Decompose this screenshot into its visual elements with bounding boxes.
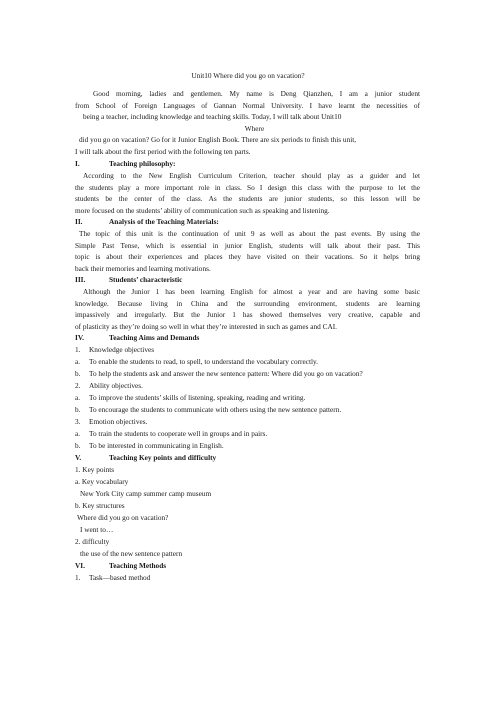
section-heading <box>75 560 420 572</box>
intro-line: Where <box>244 123 265 133</box>
intro-line: being a teacher, including knowledge and teaching skills. Today, I will talk about Unit10 <box>83 112 342 122</box>
intro-line: did you go on vacation? Go for it Junior English Book. There are six periods to finish this unit, <box>79 135 357 145</box>
list-marker: 1. <box>75 573 81 582</box>
section-number: IV. <box>75 333 84 342</box>
list-item <box>75 572 420 584</box>
section-title: Teaching Aims and Demands <box>109 333 200 342</box>
list-line: Where did you go on vacation? <box>77 513 169 522</box>
document-title: Unit10 Where did you go on vacation? <box>191 71 305 80</box>
list-line: the use of the new sentence pattern <box>80 549 183 558</box>
list-marker: a. <box>75 357 81 366</box>
list-marker: 3. <box>75 417 81 426</box>
list-text: To help the students ask and answer the new sentence pattern: Where did you go on vacation? <box>89 369 363 378</box>
list-text: To encourage the students to communicate with others using the new sentence pattern. <box>89 405 342 414</box>
section-number: III. <box>75 275 86 284</box>
section-heading <box>75 452 420 464</box>
intro-line: Good morning, ladies and gentlemen. My name is Deng Qianzhen, I am a junior student <box>93 89 420 98</box>
list-item <box>75 368 420 380</box>
list-item <box>75 344 420 356</box>
list-text: Knowledge objectives <box>89 345 155 354</box>
intro-paragraph <box>75 88 420 158</box>
section-paragraph <box>75 286 420 332</box>
list-text: To improve the students’ skills of listening, speaking, reading and writing. <box>89 393 306 402</box>
paragraph-line: impassively and irregularly. But the Junior 1 has showed themselves very creative, capable and <box>75 310 420 320</box>
section-heading <box>75 332 420 344</box>
list-line: New York City camp summer camp museum <box>80 489 212 498</box>
list-text: To enable the students to read, to spell, to understand the vocabulary correctly. <box>89 357 318 366</box>
list-item <box>75 392 420 404</box>
section-title: Teaching Key points and difficulty <box>109 453 217 462</box>
paragraph-line: The topic of this unit is the continuation of unit 9 as well as about the past events. By using the <box>79 229 420 238</box>
list-marker: a. <box>75 393 81 402</box>
list-marker: 1. <box>75 345 81 354</box>
paragraph-line: more focused on the students’ ability of communication such as speaking and listening. <box>75 205 330 215</box>
list-item <box>75 356 420 368</box>
section-title: Teaching Methods <box>109 561 167 570</box>
list-item <box>75 404 420 416</box>
list-item <box>75 416 420 428</box>
list-marker: b. <box>75 405 81 414</box>
list-text: Emotion objectives. <box>89 417 148 426</box>
list-marker: 2. <box>75 381 81 390</box>
list-text: Task—based method <box>89 573 151 582</box>
section-paragraph <box>75 170 420 216</box>
section-title: Students’ characteristic <box>109 275 183 284</box>
paragraph-line: knowledge. Because living in China and the surrounding environment, students are learning <box>75 298 420 308</box>
list-marker: b. <box>75 369 81 378</box>
list-line: I went to… <box>80 525 114 534</box>
paragraph-line: the students play a more important role in class. So I design this class with the purpose to let the <box>75 182 420 192</box>
intro-line: I will talk about the first period with the following ten parts. <box>75 146 251 156</box>
list-text: To train the students to cooperate well in groups and in pairs. <box>89 429 268 438</box>
list-item <box>75 428 420 440</box>
intro-line: from School of Foreign Languages of Gannan Normal University. I have learnt the necessities of <box>75 100 420 110</box>
list-line: 1. Key points <box>75 465 115 474</box>
list-text: To be interested in communicating in English. <box>89 441 224 450</box>
paragraph-line: of plasticity as they’re doing so well in what they’re interested in such as games and CAI. <box>75 321 338 331</box>
list-item <box>75 440 420 452</box>
section-title: Analysis of the Teaching Materials: <box>109 217 219 226</box>
paragraph-line: students be the center of the class. As the students are junior students, so this lesson will be <box>75 194 420 204</box>
section-number: V. <box>75 453 82 462</box>
list-line: a. Key vocabulary <box>75 477 129 486</box>
list-text: Ability objectives. <box>89 381 143 390</box>
section-number: II. <box>75 217 83 226</box>
paragraph-line: topic is about their experiences and places they have visited on their vacations. So it helps bring <box>75 252 420 262</box>
section-number: VI. <box>75 561 85 570</box>
paragraph-line: Simple Past Tense, which is essential in junior English, students will talk about their past. This <box>75 240 420 250</box>
section-heading <box>75 274 420 286</box>
paragraph-line: back their memories and learning motivations. <box>75 263 211 273</box>
list-item <box>75 380 420 392</box>
list-marker: b. <box>75 441 81 450</box>
section-number: I. <box>75 159 80 168</box>
paragraph-line: According to the New English Curriculum Criterion, teacher should play as a guider and let <box>83 171 420 180</box>
section-heading <box>75 158 420 170</box>
section-title: Teaching philosophy: <box>109 159 176 168</box>
paragraph-line: Although the Junior 1 has been learning English for almost a year and are having some basic <box>83 287 420 296</box>
section-heading <box>75 216 420 228</box>
list-marker: a. <box>75 429 81 438</box>
list-line: b. Key structures <box>75 501 125 510</box>
section-paragraph <box>75 228 420 274</box>
list-line: 2. difficulty <box>75 537 110 546</box>
